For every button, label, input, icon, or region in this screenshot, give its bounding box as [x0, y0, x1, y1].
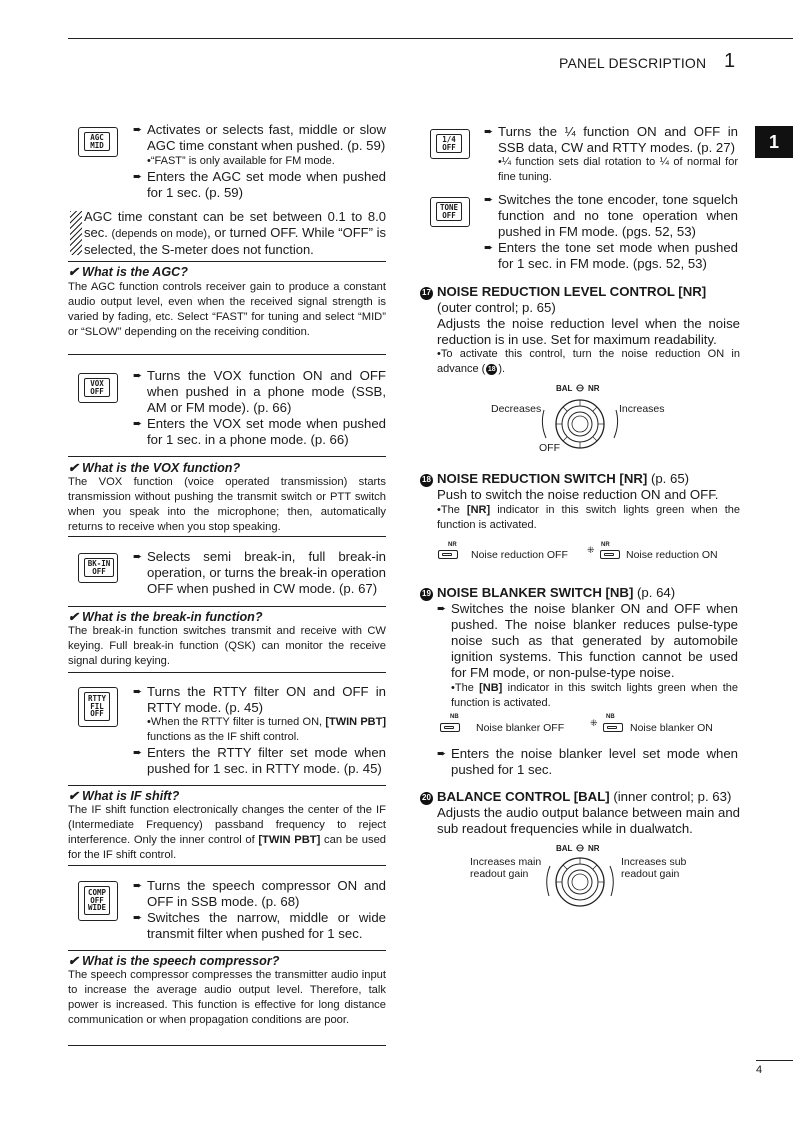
quarter-note-1: •¼ function sets dial rotation to ¼ of normal for fine tuning.: [498, 156, 738, 183]
nr-indicator-on-icon: [600, 550, 620, 559]
nr-off-label: Noise reduction OFF: [471, 549, 568, 561]
vox-question-body: The VOX function (voice operated transmission) starts transmission without pushing the transmit switch or PTT switch when you speak into the microphone; then, automatically returns to receive when you stop speaking.: [68, 476, 386, 533]
tone-key-icon: TONE OFF: [430, 197, 470, 227]
nb-indicator-label: NB: [450, 714, 459, 720]
nr-knob-bal-label: BAL: [556, 384, 573, 393]
nb-desc-1: ➨ Switches the noise blanker ON and OFF when pushed. The noise blanker reduces pulse-type noise such as that generated by automobile ignition systems. This function cannot be used for FM mode, or non-pulse-type noise.: [437, 601, 738, 680]
balance-heading: 20 BALANCE CONTROL [BAL] (inner control; p. 63): [420, 789, 740, 805]
bal-left-label-2: readout gain: [470, 868, 529, 880]
agc-question-body: The AGC function controls receiver gain to produce a constant audio output level, even when the received signal strength is varied by fading, etc. Select “FAST” for tuning and select “MID” or “SLOW” depending on the receiving condition.: [68, 281, 386, 338]
vox-key-icon: VOX OFF: [78, 373, 118, 403]
nr-knob-increases-label: Increases: [619, 403, 665, 415]
bk-in-key-icon: BK-IN OFF: [78, 553, 118, 583]
bal-right-label-2: readout gain: [621, 868, 680, 880]
nb-on-label: Noise blanker ON: [630, 722, 713, 734]
agc-question-title: ✔ What is the AGC?: [68, 265, 188, 279]
hatch-mark-icon: [70, 211, 82, 255]
section-title: PANEL DESCRIPTION: [559, 55, 707, 71]
comp-desc-1: ➨ Turns the speech compressor ON and OFF in SSB mode. (p. 68): [133, 878, 386, 909]
comp-key-icon: COMP OFF WIDE: [78, 881, 118, 921]
item-number-18: 18: [420, 474, 433, 487]
divider: [68, 456, 386, 457]
divider: [68, 536, 386, 537]
vox-desc-1: ➨ Turns the VOX function ON and OFF when pushed in a phone mode (SSB, AM or FM mode). (p. 66): [133, 368, 386, 415]
divider: [68, 1045, 386, 1046]
nr-on-label: Noise reduction ON: [626, 549, 718, 561]
agc-hatch-note: AGC time constant can be set between 0.1 to 8.0 sec. (depends on mode), or turned OFF. While “OFF” is selected, the S-meter does not function.: [84, 209, 386, 257]
nr-indicator-label: NR: [448, 542, 457, 548]
tone-desc-2: ➨ Enters the tone set mode when pushed for 1 sec. in FM mode. (pgs. 52, 53): [484, 240, 738, 271]
bal-knob-nr-label: NR: [588, 844, 600, 853]
nb-desc-2: ➨ Enters the noise blanker level set mode when pushed for 1 sec.: [437, 746, 738, 777]
item-number-20: 20: [420, 792, 433, 805]
nb-note: •The [NB] indicator in this switch lights green when the function is activated.: [451, 682, 738, 709]
divider: [68, 261, 386, 262]
quarter-desc-1: ➨ Turns the ¼ function ON and OFF in SSB data, CW and RTTY modes. (p. 27): [484, 124, 738, 155]
agc-desc-2: ➨ Enters the AGC set mode when pushed for 1 sec. (p. 59): [133, 169, 386, 200]
nb-indicator-on-icon: [603, 723, 623, 732]
agc-key-icon: AGC MID: [78, 127, 118, 157]
nb-switch-heading: 19 NOISE BLANKER SWITCH [NB] (p. 64): [420, 585, 740, 601]
bk-in-question-title: ✔ What is the break-in function?: [68, 610, 263, 624]
chapter-number: 1: [724, 50, 736, 72]
balance-body: Adjusts the audio output balance between main and sub readout frequencies while in dualwatch.: [437, 805, 740, 836]
nr-indicator-label-on: NR: [601, 542, 610, 548]
rtty-key-icon: RTTY FIL OFF: [78, 687, 118, 727]
nr-switch-heading: 18 NOISE REDUCTION SWITCH [NR] (p. 65): [420, 471, 740, 487]
nr-knob-decreases-label: Decreases: [491, 403, 542, 415]
divider: [68, 785, 386, 786]
bal-knob-bal-label: BAL: [556, 844, 573, 853]
nr-level-heading: 17 NOISE REDUCTION LEVEL CONTROL [NR]: [420, 284, 740, 300]
bal-left-label-1: Increases main: [470, 856, 542, 868]
balance-knob-diagram: [530, 840, 630, 910]
vox-desc-2: ➨ Enters the VOX set mode when pushed for 1 sec. in a phone mode. (p. 66): [133, 416, 386, 447]
quarter-key-icon: 1/4 OFF: [430, 129, 470, 159]
page-number: 4: [756, 1064, 763, 1076]
nr-knob-off-label: OFF: [539, 442, 560, 454]
nb-off-label: Noise blanker OFF: [476, 722, 565, 734]
comp-desc-2: ➨ Switches the narrow, middle or wide transmit filter when pushed for 1 sec.: [133, 910, 386, 941]
chapter-tab: 1: [755, 126, 793, 158]
agc-note-1: •“FAST” is only available for FM mode.: [147, 155, 335, 167]
rtty-desc-1: ➨ Turns the RTTY filter ON and OFF in RTTY mode. (p. 45): [133, 684, 386, 715]
nr-indicator-off-icon: [438, 550, 458, 559]
rtty-note-1: •When the RTTY filter is turned ON, [TWIN PBT] functions as the IF shift control.: [147, 716, 387, 743]
compressor-question-title: ✔ What is the speech compressor?: [68, 954, 280, 968]
indicator-glow-icon: ⁜: [587, 545, 594, 555]
footer-rule: [756, 1060, 793, 1061]
rtty-desc-2: ➨ Enters the RTTY filter set mode when pushed for 1 sec. in RTTY mode. (p. 45): [133, 745, 386, 776]
indicator-glow-icon: ⁜: [590, 718, 598, 728]
header-rule: [68, 38, 793, 39]
bk-in-desc-1: ➨ Selects semi break-in, full break-in operation, or turns the break-in operation OFF when pushed in CW mode. (p. 67): [133, 549, 386, 596]
nb-indicator-label-on: NB: [606, 714, 615, 720]
nr-switch-note: •The [NR] indicator in this switch lights green when the function is activated.: [437, 504, 741, 531]
item-number-17: 17: [420, 287, 433, 300]
bk-in-question-body: The break-in function switches transmit and receive with CW keying. Full break-in function (QSK) can monitor the receive signal during keying.: [68, 625, 386, 667]
if-shift-question-body: The IF shift function electronically changes the center of the IF (Intermediate Frequency) passband frequency to reject interference. Only the inner control of [TWIN PBT] can be used for the IF shift control.: [68, 804, 387, 861]
nr-knob-nr-label: NR: [588, 384, 600, 393]
nb-indicator-off-icon: [440, 723, 460, 732]
nr-switch-body: Push to switch the noise reduction ON and OFF.: [437, 487, 719, 502]
bal-right-label-1: Increases sub: [621, 856, 687, 868]
divider: [68, 865, 386, 866]
compressor-question-body: The speech compressor compresses the transmitter audio input to increase the average audio output level. Therefore, talk power is increased. This function is effective for long distance communication or when propagation conditions are poor.: [68, 969, 386, 1026]
agc-desc-1: ➨ Activates or selects fast, middle or slow AGC time constant when pushed. (p. 59): [133, 122, 386, 153]
divider: [68, 950, 386, 951]
nr-level-body: Adjusts the noise reduction level when the noise reduction is in use. Set for maximum readability.: [437, 316, 740, 347]
item-number-19: 19: [420, 588, 433, 601]
divider: [68, 354, 386, 355]
tone-desc-1: ➨ Switches the tone encoder, tone squelch function and no tone operation when pushed in FM mode. (pgs. 52, 53): [484, 192, 738, 239]
divider: [68, 606, 386, 607]
if-shift-question-title: ✔ What is IF shift?: [68, 789, 180, 803]
nr-level-sub: (outer control; p. 65): [437, 300, 556, 315]
nr-level-note: •To activate this control, turn the noise reduction ON in advance ( 18 ).: [437, 348, 740, 375]
vox-question-title: ✔ What is the VOX function?: [68, 461, 241, 475]
divider: [68, 672, 386, 673]
